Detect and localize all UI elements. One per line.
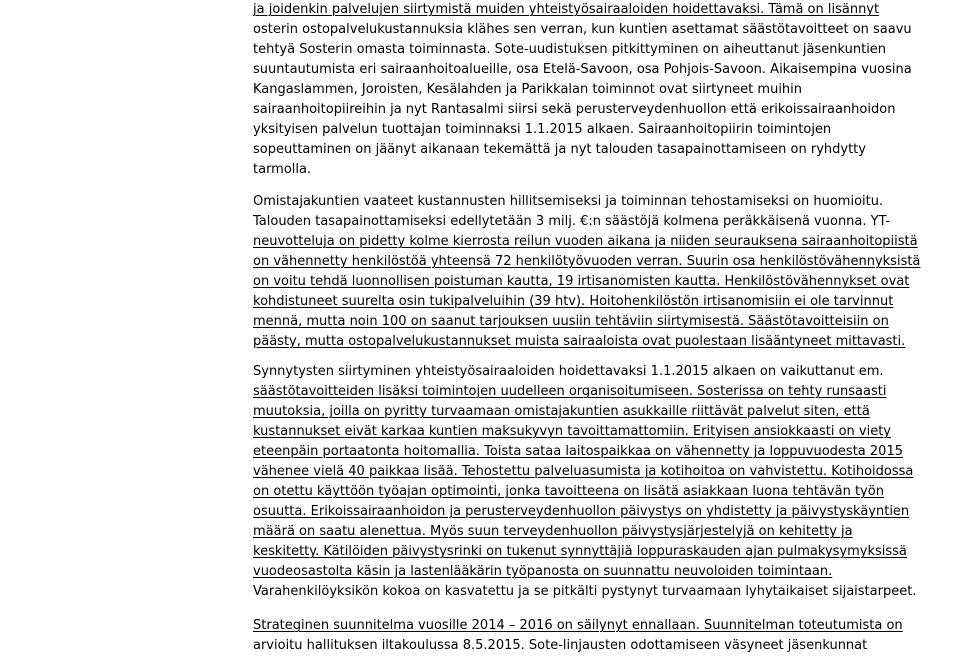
text-line: ja joidenkin palvelujen siirtymistä muiden yhteistyösairaaloiden hoidettavaksi. Tämä on lisännyt [253, 2, 880, 17]
text-line: vähenee vielä 40 paikkaa lisää. Tehostettu palveluasumista ja kotihoitoa on vahvistettu. Kotihoidossa [253, 464, 914, 479]
text-line: mennä, mutta noin 100 on saanut tarjouksen uusiin tehtäviin siirtymisestä. Säästötavoitteisiin on [253, 314, 889, 329]
paragraph-savings [253, 192, 953, 352]
text-line: on vähennetty henkilöstöä yhteensä 72 henkilötyövuoden verran. Suurin osa henkilöstövähennyksistä [253, 254, 921, 269]
text-line: osuutta. Erikoissairaanhoidon ja perusterveydenhuollon päivystys on yhdistetty ja päivystyskäyntien [253, 504, 910, 519]
text-line: Kangaslammen, Joroisten, Kesälahden ja Parikkalan toiminnot ovat siirtyneet muihin [253, 82, 803, 97]
text-line: osterin ostopalvelukustannuksia klähes sen verran, kun kuntien asettamat säästötavoitteet on saavu [253, 22, 912, 37]
text-line: Strateginen suunnitelma vuosille 2014 – 2016 on säilynyt ennallaan. Suunnitelman toteutumista on [253, 618, 903, 633]
text-line: sopeuttaminen on jäänyt aikanaan tekemättä ja nyt talouden tasapainottamiseen on ryhdytty [253, 142, 866, 157]
text-line: kohdistuneet suurelta osin tukipalveluihin (39 htv). Hoitohenkilöstön irtisanomisiin ei ole tarvinnut [253, 294, 894, 309]
text-line: arvioitu hallituksen iltakoulussa 8.5.2015. Sote-linjausten odottamiseen väsyneet jäsenkunnat [253, 638, 868, 653]
paragraph-strategy [253, 616, 953, 656]
text-line: tarmolla. [253, 162, 312, 177]
text-line: Omistajakuntien vaateet kustannusten hillitsemiseksi ja toiminnan tehostamiseksi on huomioitu. [253, 194, 884, 209]
text-line: eteenpäin portaatonta hoitomallia. Toista sataa laitospaikkaa on vähennetty ja loppuvuodesta 2015 [253, 444, 903, 459]
text-line: sairaanhoitopiireihin ja nyt Rantasalmi siirsi sekä perusterveydenhuollon että erikoissairaanhoidon [253, 102, 896, 117]
text-line: vuodeosastolta käsin ja lastenlääkärin työpanosta on suunnattu neuvoloiden toimintaan. [253, 564, 833, 579]
text-line: keskitetty. Kätilöiden päivystysrinki on tukenut synnyttäjiä loppuraskauden ajan pulmakysymyksissä [253, 544, 907, 559]
text-line: määrä on saatu alenettua. Myös suun terveydenhuollon päivystysjärjestelyjä on kehitetty ja [253, 524, 853, 539]
text-line: muutoksia, joilla on pyritty turvaamaan omistajakuntien asukkaille riittävät palvelut siten, että [253, 404, 870, 419]
text-line: suuntautumista eri sairaanhoitoalueille, osa Etelä-Savoon, osa Pohjois-Savoon. Aikaisempina vuosina [253, 62, 912, 77]
text-line: Talouden tasapainottamiseksi edellytetään 3 milj. €:n säästöjä kolmena peräkkäisenä vuonna. YT- [253, 214, 891, 229]
paragraph-background [253, 0, 953, 180]
text-line: Synnytysten siirtyminen yhteistyösairaaloiden hoidettavaksi 1.1.2015 alkaen on vaikuttanut em. [253, 364, 884, 379]
text-line: päästy, mutta ostopalvelukustannukset muista sairaaloista ovat puolestaan lisääntyneet mittavasti. [253, 334, 906, 349]
paragraph-births [253, 362, 953, 602]
text-line: säästötavoitteiden lisäksi toimintojen uudelleen organisoitumiseen. Sosterissa on tehty runsaasti [253, 384, 887, 399]
text-line: Varahenkilöyksikön kokoa on kasvatettu ja se pitkälti pystynyt turvaamaan lyhytaikaiset sijaistarpeet. [253, 584, 917, 599]
text-line: yksityisen palvelun tuottajan toiminnaksi 1.1.2015 alkaen. Sairaanhoitopiirin toimintojen [253, 122, 832, 137]
text-line: kustannukset eivät karkaa kuntien maksukyvyn tavoittamattomiin. Erityisen ansiokkaasti on viety [253, 424, 892, 439]
text-line: neuvotteluja on pidetty kolme kierrosta reilun vuoden aikana ja niiden seurauksena sairaanhoitopiistä [253, 234, 918, 249]
text-line: on otettu käyttöön työajan optimointi, jonka tavoitteena on lisätä asiakkaan luona tehtävän työn [253, 484, 884, 499]
text-line: on voitu tehdä luonnollisen poistuman kautta, 19 irtisanomisten kautta. Henkilöstövähennykset ovat [253, 274, 910, 289]
text-line: tehtyä Sosterin omasta toiminnasta. Sote-uudistuksen pitkittyminen on aiheuttanut jäsenkuntien [253, 42, 887, 57]
